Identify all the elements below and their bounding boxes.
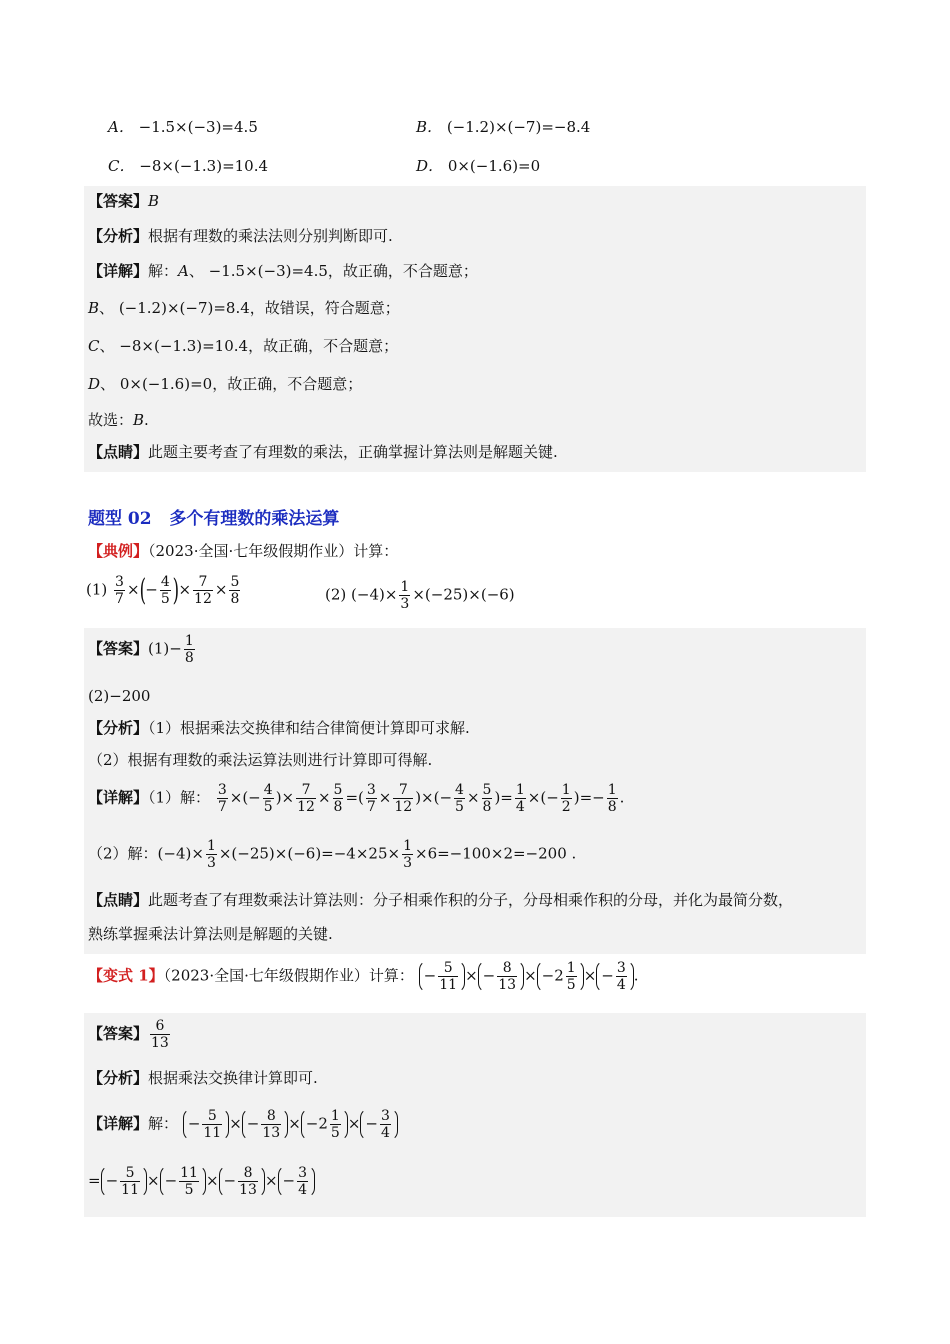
detail-line-2b: （2）解：(−4)× $\frac{1}{3}$ ×(−25)×(−6)=−4×25× $\frac{1}{3}$ ×6=−100×2=−200 . xyxy=(88,838,577,871)
comment-line-2: 【点睛】此题考查了有理数乘法计算法则：分子相乘作积的分子，分母相乘作积的分母，并化为最简分数， xyxy=(88,891,794,909)
example-part-2: (2) (−4)× $\frac{1}{3}$ ×(−25)×(−6) xyxy=(325,579,515,612)
variant-heading: 【变式 1】（2023·全国·七年级假期作业）计算： − $\frac{5}{11}$ × − $\frac{8}{13}$ × −2 $\frac{1}{5}$ × − $\frac{3}{4}$ . xyxy=(88,960,639,993)
analysis-line-3: 【分析】根据乘法交换律计算即可. xyxy=(88,1069,318,1087)
option-b-label: B． xyxy=(416,118,443,136)
section-title: 题型 02 多个有理数的乘法运算 xyxy=(88,509,340,529)
comment-line-2b: 熟练掌握乘法计算法则是解题的关键. xyxy=(88,925,333,943)
detail-line-b: B、 (−1.2)×(−7)=8.4，故错误，符合题意； xyxy=(88,299,400,317)
option-b xyxy=(416,116,590,137)
detail-line-d: D、 0×(−1.6)=0，故正确，不合题意； xyxy=(88,375,363,393)
solution-box-1 xyxy=(84,186,866,472)
option-d-label: D． xyxy=(416,157,444,175)
detail-line-3: 【详解】解： − $\frac{5}{11}$ × − $\frac{8}{13}$ × −2 $\frac{1}{5}$ × − $\frac{3}{4}$ xyxy=(88,1108,398,1141)
choose-line: 故选：B. xyxy=(88,411,149,429)
comment-line: 【点睛】此题主要考查了有理数的乘法，正确掌握计算法则是解题关键. xyxy=(88,443,558,461)
answer-line-2b: (2)−200 xyxy=(88,687,151,705)
analysis-line-2b: （2）根据有理数的乘法运算法则进行计算即可得解. xyxy=(88,751,433,769)
option-a-expr: −1.5×(−3)=4.5 xyxy=(138,118,258,136)
analysis-line: 【分析】根据有理数的乘法法则分别判断即可. xyxy=(88,227,393,245)
answer-line-3: 【答案】 $\frac{6}{13}$ xyxy=(88,1018,169,1051)
example-heading: 【典例】（2023·全国·七年级假期作业）计算： xyxy=(88,542,399,560)
answer-line-2: 【答案】(1)− $\frac{1}{8}$ xyxy=(88,633,194,666)
option-c-expr: −8×(−1.3)=10.4 xyxy=(139,157,269,175)
analysis-line-2: 【分析】（1）根据乘法交换律和结合律简便计算即可求解. xyxy=(88,719,470,737)
solution-box-2 xyxy=(84,628,866,954)
option-d xyxy=(416,155,540,176)
detail-line-3b: = − $\frac{5}{11}$ × − $\frac{11}{5}$ × − $\frac{8}{13}$ × − $\frac{3}{4}$ xyxy=(88,1165,315,1198)
solution-box-3 xyxy=(84,1013,866,1217)
option-b-expr: (−1.2)×(−7)=−8.4 xyxy=(446,118,591,136)
detail-line-2a: 【详解】（1）解： $\frac{3}{7}$ ×(− $\frac{4}{5}$ )× $\frac{7}{12}$ × $\frac{5}{8}$ =( $\frac{3}{7}$ × $\frac{7}{12}$ )×(− $\frac{4}{5}$ × $\frac{5}{8}$ )= $\frac{1}{4}$ ×(− $\frac{1}{2}$ )=− $\frac{1}{8}$ . xyxy=(88,782,625,815)
detail-line-c: C、 −8×(−1.3)=10.4，故正确，不合题意； xyxy=(88,337,399,355)
option-a xyxy=(108,116,258,137)
detail-line-a: 【详解】解：A、 −1.5×(−3)=4.5，故正确，不合题意； xyxy=(88,262,478,280)
option-d-expr: 0×(−1.6)=0 xyxy=(447,157,541,175)
answer-line: 【答案】B xyxy=(88,192,160,210)
option-c xyxy=(108,155,268,176)
example-part-1: (1) $\frac{3}{7}$ ×(− $\frac{4}{5}$ )× $\frac{7}{12}$ × $\frac{5}{8}$ xyxy=(86,572,240,608)
option-a-label: A． xyxy=(108,118,134,136)
option-c-label: C． xyxy=(108,157,135,175)
